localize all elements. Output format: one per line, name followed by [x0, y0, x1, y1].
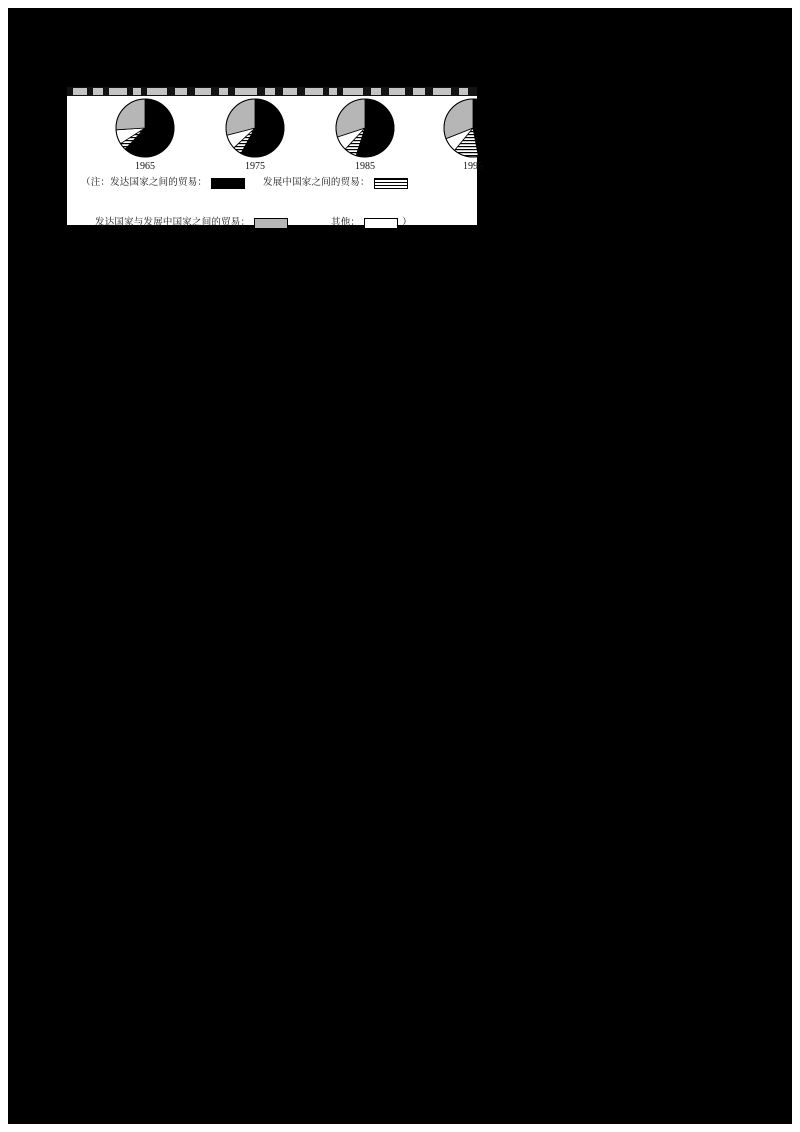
legend-swatch-developed-developed [211, 178, 245, 189]
pie-slice [116, 99, 145, 130]
legend-label-developed-developed: 发达国家之间的贸易： [110, 177, 208, 188]
note-prefix: （注： [81, 177, 111, 188]
pie-graphic-1985 [335, 98, 395, 158]
legend-label-developed-developing: 发达国家与发展中国家之间的贸易： [95, 217, 251, 228]
pie-year-label: 1975 [245, 161, 265, 172]
chart-legend [67, 173, 477, 228]
pie-year-label: 1995 [463, 161, 483, 172]
legend-swatch-other [364, 218, 398, 229]
pie-chart-1985 [331, 96, 399, 172]
legend-label-other: 其他： [331, 217, 361, 228]
pie-year-label: 1985 [355, 161, 375, 172]
legend-swatch-developed-developing [254, 218, 288, 229]
pie-graphic-1975 [225, 98, 285, 158]
pie-graphic-1965 [115, 98, 175, 158]
clipped-text-strip-marks [67, 87, 477, 96]
figure-container [66, 86, 483, 228]
note-suffix: ） [402, 217, 412, 228]
pie-chart-1995 [439, 96, 507, 172]
legend-label-developing-developing: 发展中国家之间的贸易： [263, 177, 370, 188]
legend-row-2 [67, 193, 477, 228]
pie-chart-row [67, 96, 483, 172]
legend-row-1 [67, 173, 477, 193]
pie-year-label: 1965 [135, 161, 155, 172]
pie-chart-1965 [111, 96, 179, 172]
clipped-text-strip [67, 87, 477, 96]
pie-chart-1975 [221, 96, 289, 172]
legend-swatch-developing-developing [374, 178, 408, 189]
pie-graphic-1995 [443, 98, 503, 158]
pie-slice [473, 99, 502, 156]
